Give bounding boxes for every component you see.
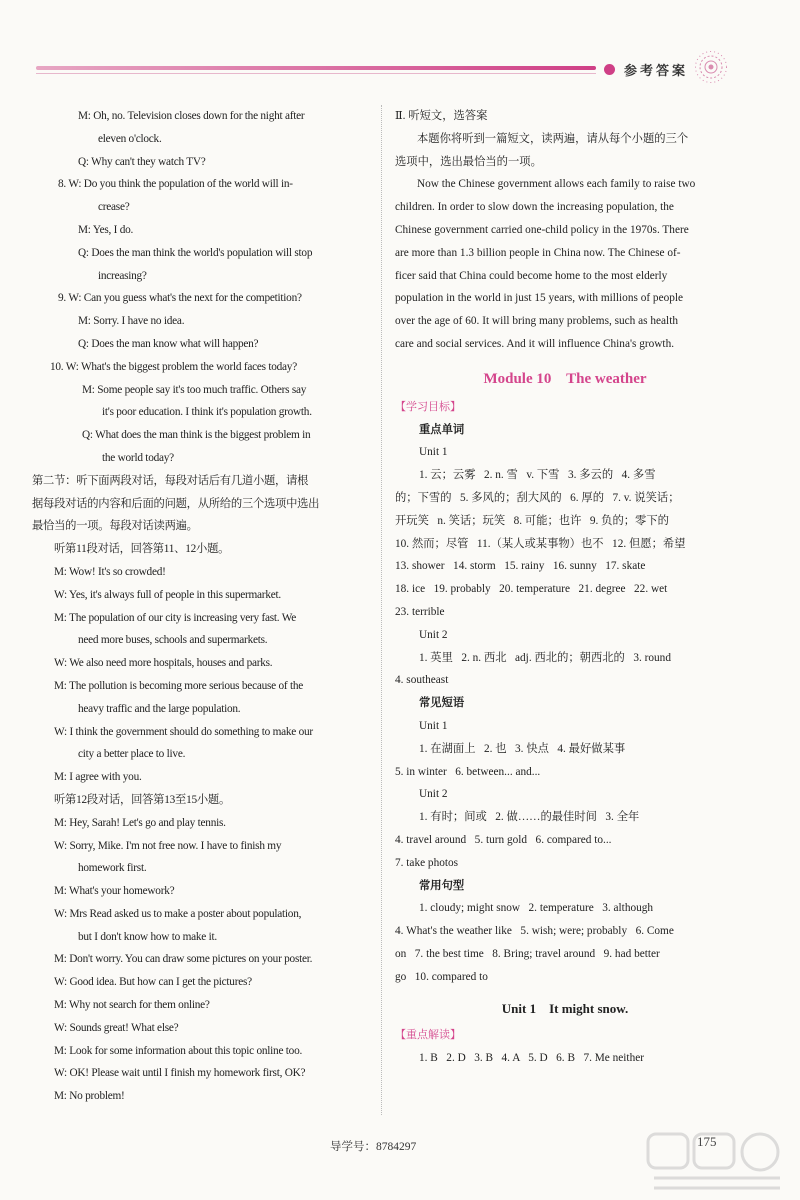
header-rule [36,66,596,70]
transcript-line: the world today? [102,451,174,464]
sentence-list-line: 4. What's the weather like 5. wish; were; probably 6. Come [395,925,674,938]
transcript-line: M: The population of our city is increasing very fast. We [54,611,296,624]
answer-key-line: 1. B 2. D 3. B 4. A 5. D 6. B 7. Me neither [419,1052,644,1065]
transcript-line: M: Look for some information about this topic online too. [54,1044,303,1057]
transcript-line: 最恰当的一项。每段对话读两遍。 [32,520,198,533]
passage-line: children. In order to slow down the increasing population, the [395,201,674,214]
transcript-line: Q: Why can't they watch TV? [78,155,206,168]
transcript-line: 听第12段对话，回答第13至15小题。 [54,793,231,806]
transcript-line: W: Good idea. But how can I get the pictures? [54,976,252,989]
learning-goals-tag: 【学习目标】 [395,400,461,413]
transcript-line: M: Sorry. I have no idea. [78,315,185,328]
transcript-line: 8. W: Do you think the population of the world will in- [58,178,293,191]
passage-line: Chinese government carried one-child policy in the 1970s. There [395,223,689,236]
transcript-line: M: Oh, no. Television closes down for the night after [78,110,305,122]
transcript-line: M: No problem! [54,1090,125,1103]
column-divider [381,105,382,1115]
transcript-line: W: We also need more hospitals, houses and parks. [54,657,273,670]
unit-label: Unit 1 [419,446,448,459]
transcript-line: W: Yes, it's always full of people in this supermarket. [54,588,281,601]
transcript-line: M: What's your homework? [54,885,175,898]
transcript-line: M: Wow! It's so crowded! [54,565,166,578]
page-header-title: 参考答案 [624,63,689,78]
right-column-answers [395,105,735,1070]
transcript-line: 10. W: What's the biggest problem the world faces today? [50,360,297,373]
phrase-list-line: 5. in winter 6. between... and... [395,765,541,778]
transcript-line: city a better place to live. [78,748,186,761]
transcript-line: W: Sounds great! What else? [54,1021,179,1034]
transcript-line: W: Mrs Read asked us to make a poster about population, [54,907,302,920]
passage-line: over the age of 60. It will bring many problems, such as health [395,315,678,328]
transcript-line: M: Some people say it's too much traffic. Others say [82,383,307,396]
sentence-list-line: 1. cloudy; might snow 2. temperature 3. although [419,902,654,915]
transcript-line: M: Why not search for them online? [54,999,210,1012]
word-list-line: 4. southeast [395,674,449,687]
sentence-list-line: on 7. the best time 8. Bring; travel around 9. had better [395,947,660,960]
module-title: Module 10 The weather [483,370,647,387]
intro-line: 选项中，选出最恰当的一项。 [395,155,542,168]
transcript-line: Q: Does the man know what will happen? [78,337,259,350]
transcript-line: 9. W: Can you guess what's the next for the competition? [58,292,302,305]
unit-title: Unit 1 It might snow. [501,1001,629,1017]
passage-line: care and social services. And it will influence China's growth. [395,337,675,350]
transcript-line: homework first. [78,862,147,875]
transcript-line: crease? [98,201,130,214]
intro-line: 本题你将听到一篇短文，读两遍，请从每个小题的三个 [417,132,689,145]
passage-line: population in the world in just 15 years, with millions of people [395,292,684,305]
phrase-list-line: 1. 有时；间或 2. 做……的最佳时间 3. 全年 [419,811,640,824]
transcript-line: 据每段对话的内容和后面的问题，从所给的三个选项中选出 [32,497,320,510]
unit-label: Unit 1 [419,719,448,732]
sentence-list-line: go 10. compared to [395,970,488,983]
transcript-line: Q: What does the man think is the biggest problem in [82,429,311,442]
transcript-line: M: The pollution is becoming more serious because of the [54,679,304,692]
page-number: 175 [697,1134,717,1149]
transcript-line: W: Sorry, Mike. I'm not free now. I have to finish my [54,839,282,852]
left-column-transcript [32,105,370,1108]
phrase-list-line: 1. 在湖面上 2. 也 3. 快点 4. 最好做某事 [419,742,626,755]
passage-line: Now the Chinese government allows each family to raise two [417,178,696,191]
word-list-line: 1. 英里 2. n. 西北 adj. 西北的；朝西北的 3. round [419,651,671,664]
transcript-line: W: OK! Please wait until I finish my homework first, OK? [54,1067,306,1080]
transcript-line: increasing? [98,269,147,282]
transcript-line: M: Yes, I do. [78,223,134,236]
transcript-line: 第二节：听下面两段对话，每段对话后有几道小题，请根 [32,474,309,487]
unit-label: Unit 2 [419,628,448,641]
header-rule-thin [36,73,596,74]
section-heading: Ⅱ. 听短文，选答案 [395,110,488,122]
unit-label: Unit 2 [419,788,448,801]
word-list-line: 13. shower 14. storm 15. rainy 16. sunny 17. skate [395,560,646,573]
watermark-stamp-icon [640,1128,790,1196]
transcript-line: heavy traffic and the large population. [78,702,241,715]
transcript-line: W: I think the government should do something to make our [54,725,313,738]
transcript-line: it's poor education. I think it's population growth. [102,406,312,419]
key-words-heading: 重点单词 [419,423,465,436]
transcript-line: 听第11段对话，回答第11、12小题。 [54,543,230,556]
transcript-line: Q: Does the man think the world's population will stop [78,246,313,259]
word-list-line: 1. 云；云雾 2. n. 雪 v. 下雪 3. 多云的 4. 多雪 [419,469,656,482]
flower-decoration-icon [694,50,728,84]
transcript-line: M: I agree with you. [54,771,142,784]
word-list-line: 开玩笑 n. 笑话；玩笑 8. 可能；也许 9. 负的；零下的 [395,514,669,527]
phrase-list-line: 7. take photos [395,856,459,869]
transcript-line: but I don't know how to make it. [78,930,217,943]
guide-number: 导学号：8784297 [330,1141,417,1153]
word-list-line: 10. 然而；尽管 11.（某人或某事物）也不 12. 但愿；希望 [395,537,686,550]
transcript-line: M: Hey, Sarah! Let's go and play tennis. [54,816,226,829]
passage-line: ficer said that China could become home to the most elderly [395,269,668,282]
transcript-line: M: Don't worry. You can draw some pictures on your poster. [54,953,313,966]
key-points-tag: 【重点解读】 [395,1029,461,1042]
word-list-line: 的；下雪的 5. 多风的；刮大风的 6. 厚的 7. v. 说笑话； [395,491,680,504]
phrase-list-line: 4. travel around 5. turn gold 6. compared to... [395,833,612,846]
header-bullet-icon [604,64,615,75]
transcript-line: need more buses, schools and supermarkets. [78,634,268,647]
transcript-line: eleven o'clock. [98,132,162,145]
phrases-heading: 常见短语 [419,697,465,710]
word-list-line: 18. ice 19. probably 20. temperature 21. degree 22. wet [395,583,668,596]
sentences-heading: 常用句型 [419,879,465,892]
word-list-line: 23. terrible [395,605,445,618]
passage-line: are more than 1.3 billion people in China now. The Chinese of- [395,246,681,259]
